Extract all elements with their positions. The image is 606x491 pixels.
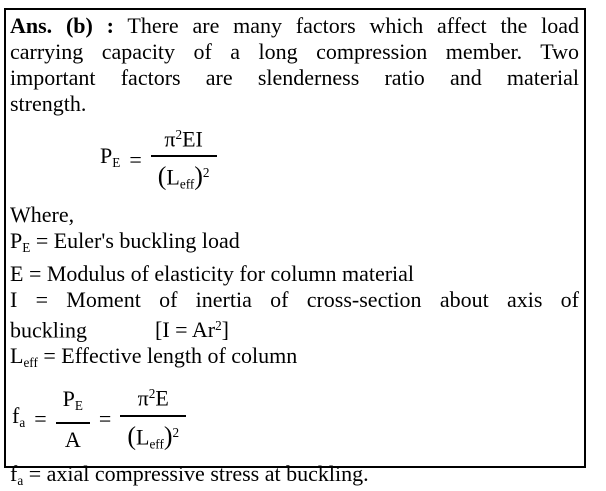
subscript-E: E	[22, 239, 31, 255]
subscript-E: E	[112, 155, 121, 171]
formula-lhs-pe	[100, 143, 120, 176]
symbol-P: P	[10, 227, 23, 253]
paragraph-line-1	[10, 13, 579, 39]
fraction-denominator	[151, 157, 217, 197]
numerator-terms: E	[155, 385, 169, 411]
exponent-2: 2	[215, 317, 222, 333]
subscript-eff: eff	[179, 176, 195, 192]
fraction-numerator	[56, 386, 90, 422]
numerator-terms: EI	[182, 126, 203, 152]
pi-symbol: π	[164, 126, 176, 152]
answer-paragraph	[10, 13, 579, 117]
symbol-L: L	[136, 423, 150, 449]
pi-exponent: 2	[175, 127, 183, 142]
fraction-numerator	[157, 122, 209, 155]
subscript-E: E	[74, 397, 83, 413]
definition-pe	[10, 228, 579, 261]
fraction-euler-stress	[120, 381, 186, 457]
fraction-pe-over-a	[56, 386, 90, 453]
definition-i-word: buckling	[10, 317, 87, 343]
exponent-2: 2	[172, 424, 180, 440]
formula-lhs-fa	[12, 403, 25, 436]
symbol-L: L	[166, 164, 180, 190]
close-paren: )	[194, 161, 203, 191]
subscript-eff: eff	[23, 355, 38, 371]
definition-e: E = Modulus of elasticity for column material	[10, 260, 415, 286]
fraction-numerator	[131, 381, 176, 414]
pi-symbol: π	[137, 385, 149, 411]
open-paren: (	[157, 161, 167, 191]
paragraph-line-1-text: There are many factors which affect the load	[127, 13, 579, 38]
axial-stress-formula	[12, 381, 579, 457]
symbol-f: f	[12, 402, 20, 428]
symbol-P: P	[62, 385, 75, 411]
definition-pe-text: = Euler's buckling load	[35, 227, 240, 253]
definition-i-line-1: I = Moment of inertia of cross-section about axis of	[10, 286, 579, 312]
bracket-text: [I = Ar	[155, 317, 216, 343]
definition-fa-text: = axial compressive stress at buckling.	[28, 461, 369, 487]
answer-box	[4, 8, 586, 489]
subscript-eff: eff	[149, 436, 164, 452]
exponent-2: 2	[202, 165, 210, 181]
definition-i-line-2	[10, 313, 579, 343]
subscript-a: a	[19, 414, 26, 430]
definition-leff	[10, 343, 579, 376]
euler-load-formula	[100, 122, 579, 198]
bracket-close: ]	[221, 317, 229, 343]
equals-sign: =	[34, 406, 47, 432]
subscript-a: a	[17, 473, 24, 489]
bracket-formula	[155, 317, 229, 342]
fraction-denominator: A	[64, 426, 81, 452]
answer-label: Ans. (b) :	[10, 13, 114, 38]
fraction-euler	[151, 122, 217, 198]
symbol-L: L	[10, 343, 24, 369]
definition-leff-text: = Effective length of column	[43, 343, 298, 369]
pi-exponent: 2	[148, 386, 156, 402]
open-paren: (	[127, 420, 136, 450]
paragraph-line-4: strength.	[10, 91, 87, 116]
symbol-P: P	[100, 143, 113, 169]
paragraph-line-3: important factors are slenderness ratio and material	[10, 65, 579, 90]
definition-fa	[10, 461, 579, 491]
paragraph-line-2: carrying capacity of a long compression member. Two	[10, 39, 579, 64]
close-paren: )	[163, 420, 173, 450]
fraction-denominator	[120, 417, 186, 457]
equals-sign: =	[129, 146, 142, 172]
symbol-f: f	[10, 461, 18, 487]
equals-sign: =	[98, 406, 112, 432]
where-label: Where,	[10, 201, 75, 227]
